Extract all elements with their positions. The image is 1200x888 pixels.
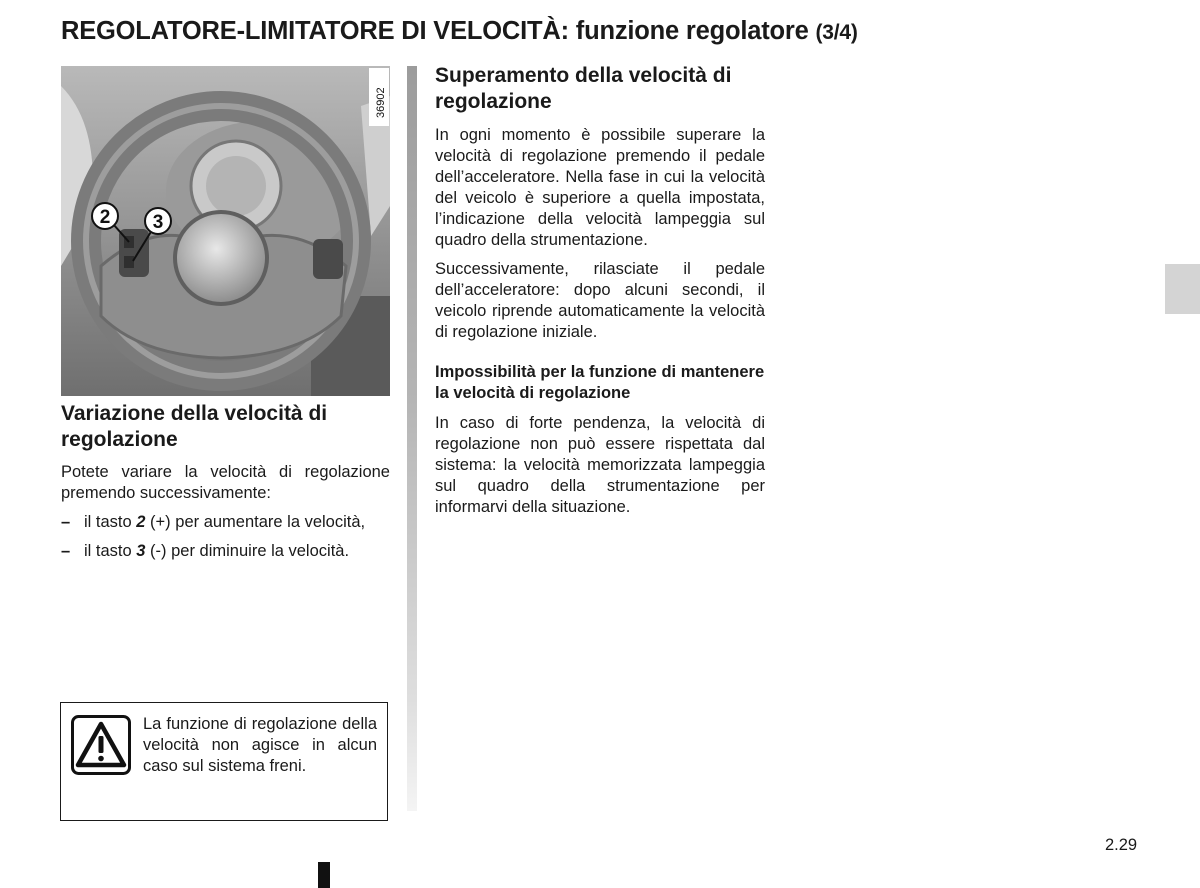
dash-marker: – — [61, 513, 71, 531]
release-paragraph: Successivamente, rilasciate il pedale dell’acceleratore: dopo alcuni secondi, il veicolo riprende automaticamente la velocità di regolazione iniziale. — [435, 260, 765, 341]
steering-wheel-figure — [61, 66, 390, 396]
page-number: 2.29 — [1105, 836, 1138, 854]
speed-variation-intro: Potete variare la velocità di regolazione premendo successivamente: — [61, 463, 390, 502]
list-item: – il tasto 3 (-) per diminuire la velocità. — [61, 542, 350, 560]
button-ref: 2 — [136, 513, 146, 531]
button-ref: 3 — [136, 542, 146, 560]
limitation-subheading: Impossibilità per la funzione di mantenere la velocità di regolazione — [435, 363, 765, 402]
page-title — [61, 17, 858, 46]
page-title-suffix: (3/4) — [815, 21, 858, 44]
left-column — [61, 401, 390, 570]
warning-text: La funzione di regolazione della velocità non agisce in alcun caso sul sistema freni. — [143, 715, 377, 775]
limitation-paragraph: In caso di forte pendenza, la velocità di regolazione non può essere rispettata dal sistema: la velocità memorizzata lampeggia sul quadro della strumentazione per informarvi della situazione. — [435, 414, 765, 516]
chapter-tab — [1165, 264, 1200, 314]
override-paragraph: In ogni momento è possibile superare la velocità di regolazione premendo il pedale dell’acceleratore. Nella fase in cui la velocità del veicolo è superiore a quella impostata, l’indicazione della velocità lampeggia sul quadro della strumentazione. — [435, 126, 765, 249]
warning-triangle-icon — [71, 715, 131, 775]
right-column — [435, 63, 765, 526]
list-item: – il tasto 2 (+) per aumentare la velocità, — [61, 513, 366, 531]
callout-3: 3 — [152, 212, 164, 233]
column-divider — [407, 66, 417, 811]
dash-marker: – — [61, 542, 71, 560]
speed-variation-heading: Variazione della velocità di regolazione — [61, 402, 328, 451]
figure-code: 36902 — [375, 87, 387, 118]
warning-box — [60, 702, 388, 821]
page-title-main: REGOLATORE-LIMITATORE DI VELOCITÀ: funzione regolatore — [61, 17, 809, 45]
callout-2: 2 — [99, 207, 111, 228]
bottom-marker — [318, 862, 330, 888]
override-heading: Superamento della velocità di regolazione — [435, 64, 732, 113]
